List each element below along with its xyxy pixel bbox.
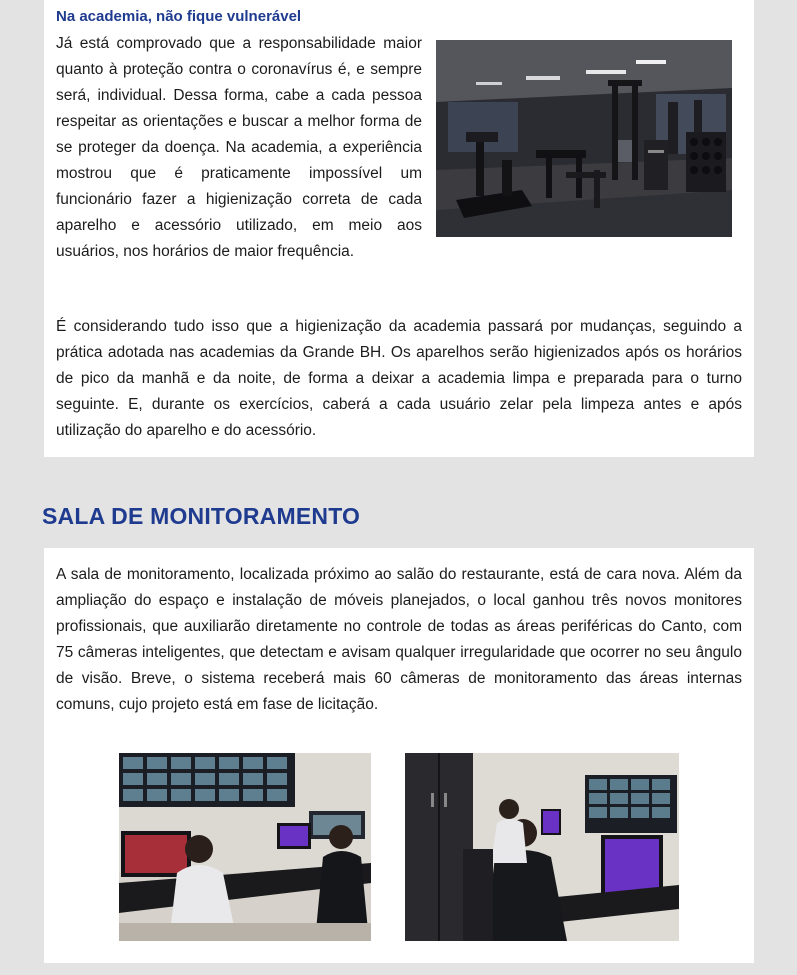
gym-photo bbox=[436, 40, 732, 237]
monitoramento-card bbox=[44, 548, 754, 963]
academia-paragraph-1: Já está comprovado que a responsabilidade maior quanto à proteção contra o coronavírus é, e sempre será, individual. Dessa forma, cabe a cada pessoa respeitar as orientações e buscar a melhor forma de se proteger da doença. Na academia, a experiência mostrou que é praticamente impossível um funcionário fazer a higienização correta de cada aparelho e acessório utilizado, em meio aos usuários, nos horários de maior frequência. bbox=[56, 35, 422, 260]
academia-card bbox=[44, 0, 754, 457]
academia-subtitle: Na academia, não fique vulnerável bbox=[56, 8, 302, 25]
monitoramento-paragraph-1: A sala de monitoramento, localizada próximo ao salão do restaurante, está de cara nova. Além da ampliação do espaço e instalação de móveis planejados, o local ganhou três novos monitores profissionais, que auxiliarão diretamente no controle de todas as áreas periféricas do Canto, com 75 câmeras inteligentes, que detectam e avisam qualquer irregularidade que ocorrer no seu ângulo de visão. Breve, o sistema receberá mais 60 câmeras de monitoramento das áreas internas comuns, cujo projeto está em fase de licitação. bbox=[56, 566, 742, 713]
section-title-monitoramento: SALA DE MONITORAMENTO bbox=[42, 503, 361, 529]
academia-paragraph-2: É considerando tudo isso que a higienização da academia passará por mudanças, seguindo a prática adotada nas academias da Grande BH. Os aparelhos serão higienizados após os horários de pico da manhã e da noite, de forma a deixar a academia limpa e preparada para o turno seguinte. E, durante os exercícios, caberá a cada usuário zelar pela limpeza antes e após utilização do aparelho e do acessório. bbox=[56, 318, 742, 439]
monitoring-room-photo-1 bbox=[119, 753, 371, 941]
monitoring-room-photo-2 bbox=[405, 753, 679, 941]
